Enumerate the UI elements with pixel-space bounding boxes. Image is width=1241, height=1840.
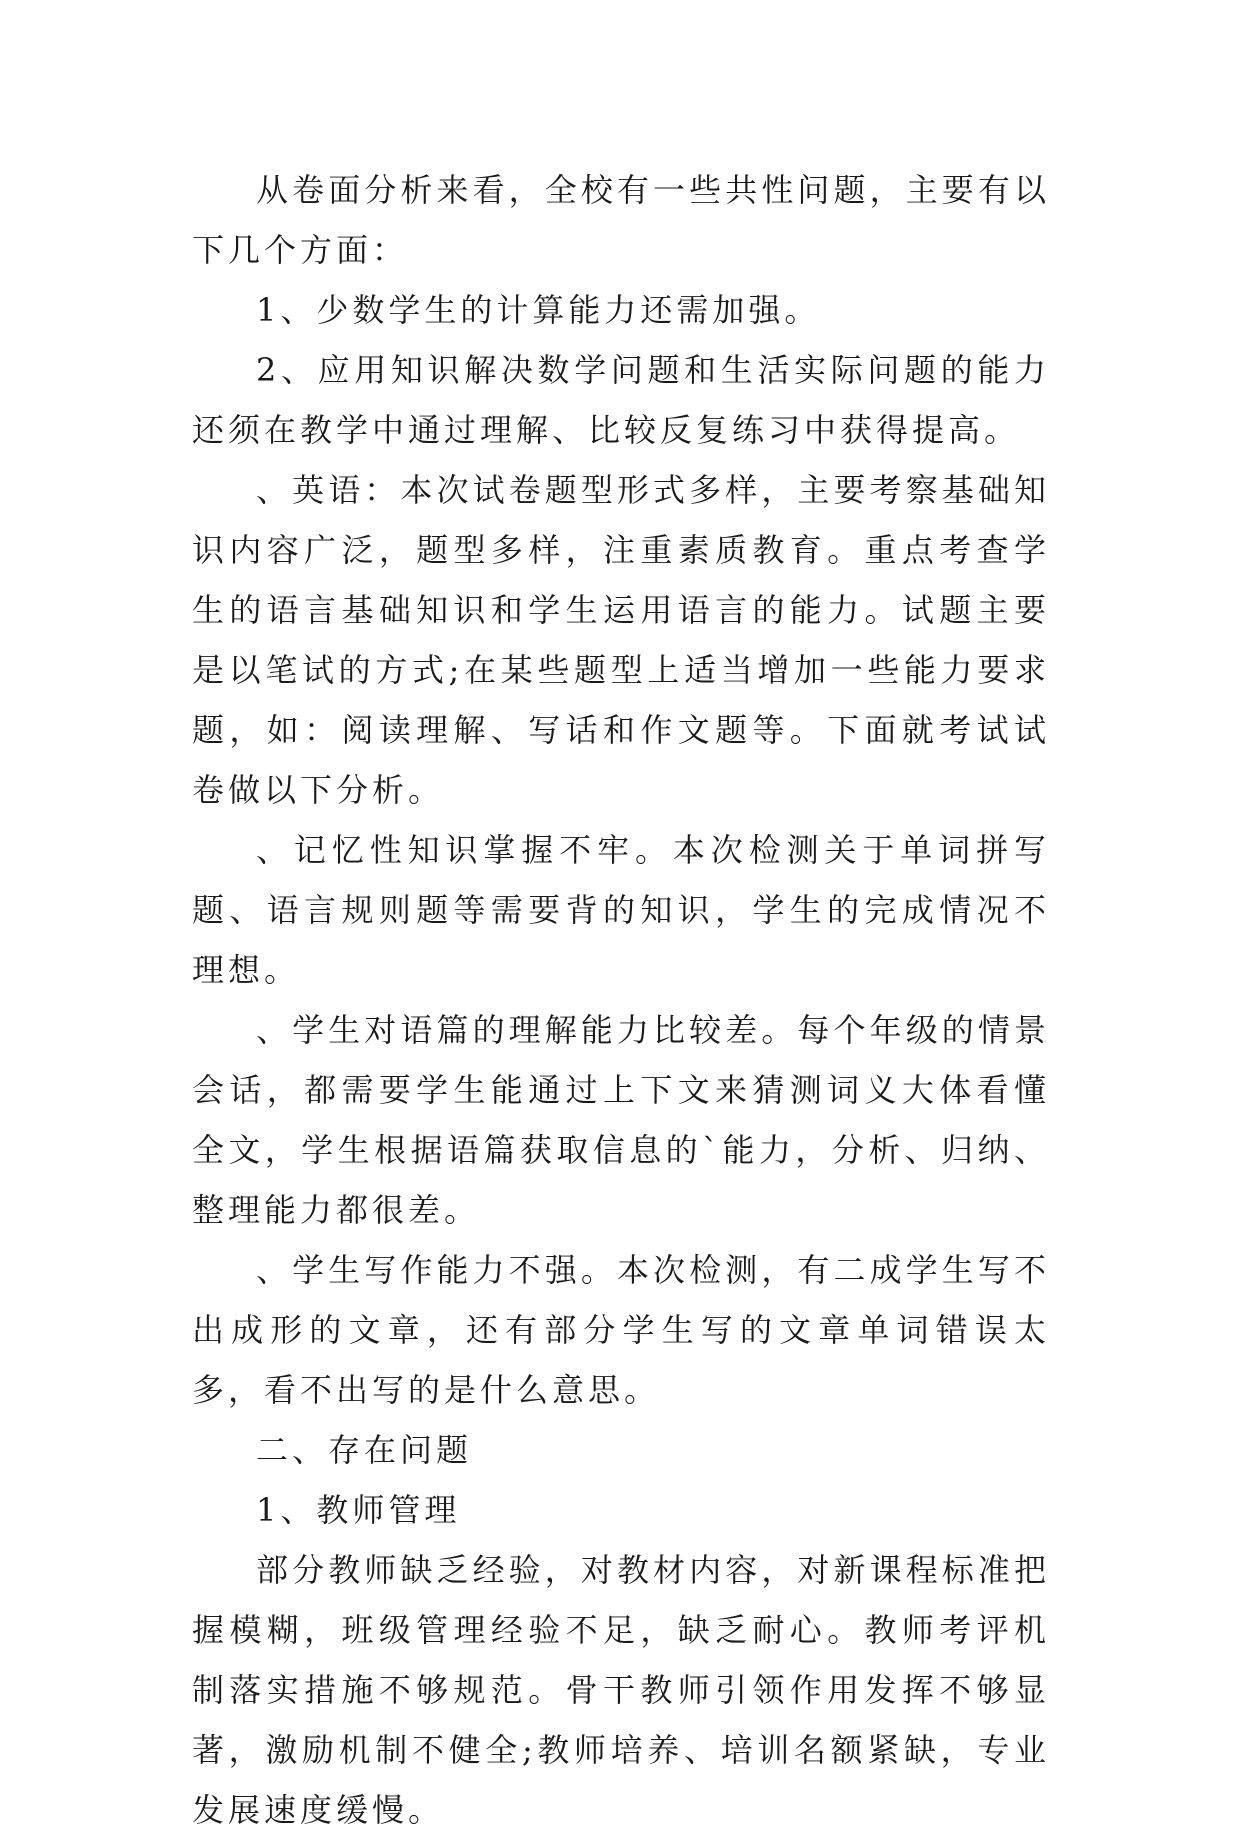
paragraph-memory: 、记忆性知识掌握不牢。本次检测关于单词拼写题、语言规则题等需要背的知识，学生的完成情况不理想。 [192, 831, 1050, 989]
paragraph-english: 、英语：本次试卷题型形式多样，主要考察基础知识内容广泛，题型多样，注重素质教育。重点考查学生的语言基础知识和学生运用语言的能力。试题主要是以笔试的方式;在某些题型上适当增加一些能力要求题，如：阅读理解、写话和作文题等。下面就考试试卷做以下分析。 [192, 471, 1050, 809]
paragraph-comprehension: 、学生对语篇的理解能力比较差。每个年级的情景会话，都需要学生能通过上下文来猜测词义大体看懂全文，学生根据语篇获取信息的`能力，分析、归纳、整理能力都很差。 [192, 1011, 1050, 1229]
subsection-heading: 1、教师管理 [256, 1491, 461, 1529]
paragraph-writing: 、学生写作能力不强。本次检测，有二成学生写不出成形的文章，还有部分学生写的文章单词错误太多，看不出写的是什么意思。 [192, 1251, 1050, 1409]
section-heading: 二、存在问题 [256, 1431, 473, 1469]
document-body [192, 160, 1050, 1840]
paragraph-intro: 从卷面分析来看，全校有一些共性问题，主要有以下几个方面： [192, 171, 1050, 269]
paragraph-item-1: 1、少数学生的计算能力还需加强。 [256, 291, 821, 329]
paragraph-teacher-management: 部分教师缺乏经验，对教材内容，对新课程标准把握模糊，班级管理经验不足，缺乏耐心。教师考评机制落实措施不够规范。骨干教师引领作用发挥不够显著，激励机制不健全;教师培养、培训名额紧缺，专业发展速度缓慢。 [192, 1551, 1050, 1829]
paragraph-item-2: 2、应用知识解决数学问题和生活实际问题的能力还须在教学中通过理解、比较反复练习中获得提高。 [192, 351, 1050, 449]
